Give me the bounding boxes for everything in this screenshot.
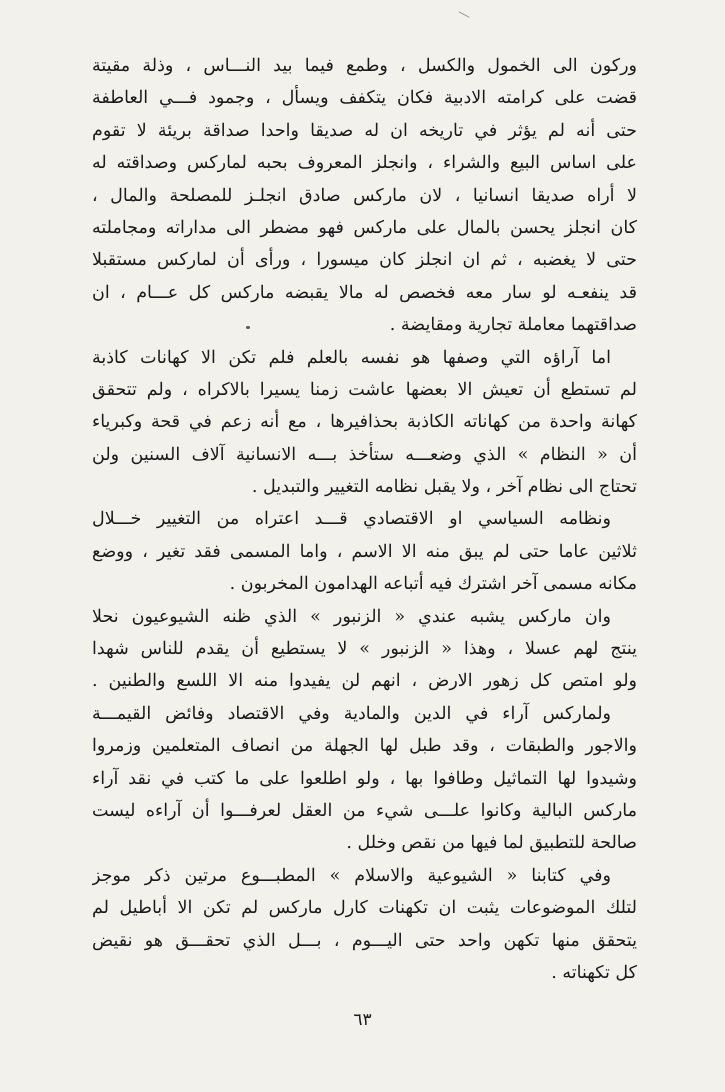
text-line: وركون الى الخمول والكسل ، وطمع فيما بيد النـــاس ، وذلة مقيتة bbox=[92, 56, 637, 76]
text-line: ولو امتص كل زهور الارض ، انهم لن يفيدوا منه الا اللسع والطنين . bbox=[92, 671, 637, 692]
text-line: مكانه مسمى آخر اشترك فيه أتباعه الهدامون المخربون . bbox=[229, 574, 637, 595]
text-line: صالحة للتطبيق لما فيها من نقص وخلل . bbox=[346, 833, 637, 854]
text-line: ونظامه السياسي او الاقتصادي قـــد اعتراه من التغيير خـــلال bbox=[92, 509, 611, 530]
text-line: حتى لا يغضبه ، ثم ان انجلز كان ميسورا ، ورأى أن لماركس مستقبلا bbox=[92, 250, 637, 271]
text-line: لم تستطع أن تعيش الا بعضها عاشت زمنا يسيرا بالاكراه ، ولم تتحقق bbox=[92, 379, 637, 400]
text-line: اما آراؤه التي وصفها هو نفسه بالعلم فلم تكن الا كهانات كاذبة bbox=[92, 347, 611, 368]
text-line: قد ينفعـه لو سار معه فخصص له مالا يقبضه ماركس كل عـــام ، ان bbox=[92, 282, 637, 303]
text-line: حتى أنه لم يؤثر في تاريخه ان له صديقا واحدا صداقة بريئة لا تقوم bbox=[92, 120, 637, 141]
text-line: لتلك الموضوعات يثبت ان تكهنات كارل ماركس لم تكن الا أباطيل لم bbox=[92, 898, 637, 919]
text-line: تحتاج الى نظام آخر ، ولا يقبل نظامه التغيير والتبديل . bbox=[251, 477, 637, 498]
text-line: والاجور والطبقات ، وقد طبل لها الجهلة من انصاف المتعلمين وزمروا bbox=[92, 736, 637, 757]
text-line: ثلاثين عاما حتى لم يبق منه الا الاسم ، واما المسمى فقد تغير ، ووضع bbox=[92, 541, 637, 562]
text-line: على اساس البيع والشراء ، وانجلز المعروف بحبه لماركس وصداقته له bbox=[92, 153, 637, 174]
text-line: يتحقق منها تكهن واحد حتى اليـــوم ، بـــل الذي تحقـــق هو نقيض bbox=[92, 930, 637, 951]
text-line: أن « النظام » الذي وضعـــه ستأخذ بـــه الانسانية آلاف السنين ولن bbox=[92, 444, 637, 465]
text-line: وشيدوا لها التماثيل وطافوا بها ، ولو اطلعوا على ما كتب في نقد آراء bbox=[92, 768, 637, 789]
text-line: لا أراه صديقا انسانيا ، لان ماركس صادق انجلـز للمصلحة والمال ، bbox=[92, 185, 637, 206]
text-line: وفي كتابنا « الشيوعية والاسلام » المطبـــوع مرتين ذكر موجز bbox=[92, 865, 611, 886]
scan-mark bbox=[458, 11, 469, 18]
text-line: قضت على كرامته الادبية فكان يتكفف ويسأل ، وجمود فـــي العاطفة bbox=[92, 88, 637, 109]
text-line: كهانة واحدة من كهاناته الكاذبة بحذافيرها ، مع أنه زعم في قحة وكبرياء bbox=[92, 412, 637, 433]
text-line: ماركس البالية وكانوا علـــى شيء من العقل لعرفـــوا أن آراءه ليست bbox=[92, 800, 637, 821]
text-line: ولماركس آراء في الدين والمادية وفي الاقتصاد وفائض القيمـــة bbox=[92, 703, 611, 724]
text-line: صداقتهما معاملة تجارية ومقايضة . bbox=[389, 315, 637, 336]
text-line: وان ماركس يشبه عندي « الزنبور » الذي ظنه الشيوعيون نحلا bbox=[92, 606, 611, 627]
page-number: ٦٣ bbox=[353, 1010, 372, 1030]
text-line: كان انجلز يحسن بالمال على ماركس فهو مضطر الى مداراته ومجاملته bbox=[92, 217, 637, 238]
body-text bbox=[92, 50, 637, 989]
text-line: ينتج لهم عسلا ، وهذا « الزنبور » لا يستطيع أن يقدم للناس شهدا bbox=[92, 639, 637, 660]
text-line: كل تكهناته . bbox=[551, 962, 637, 983]
